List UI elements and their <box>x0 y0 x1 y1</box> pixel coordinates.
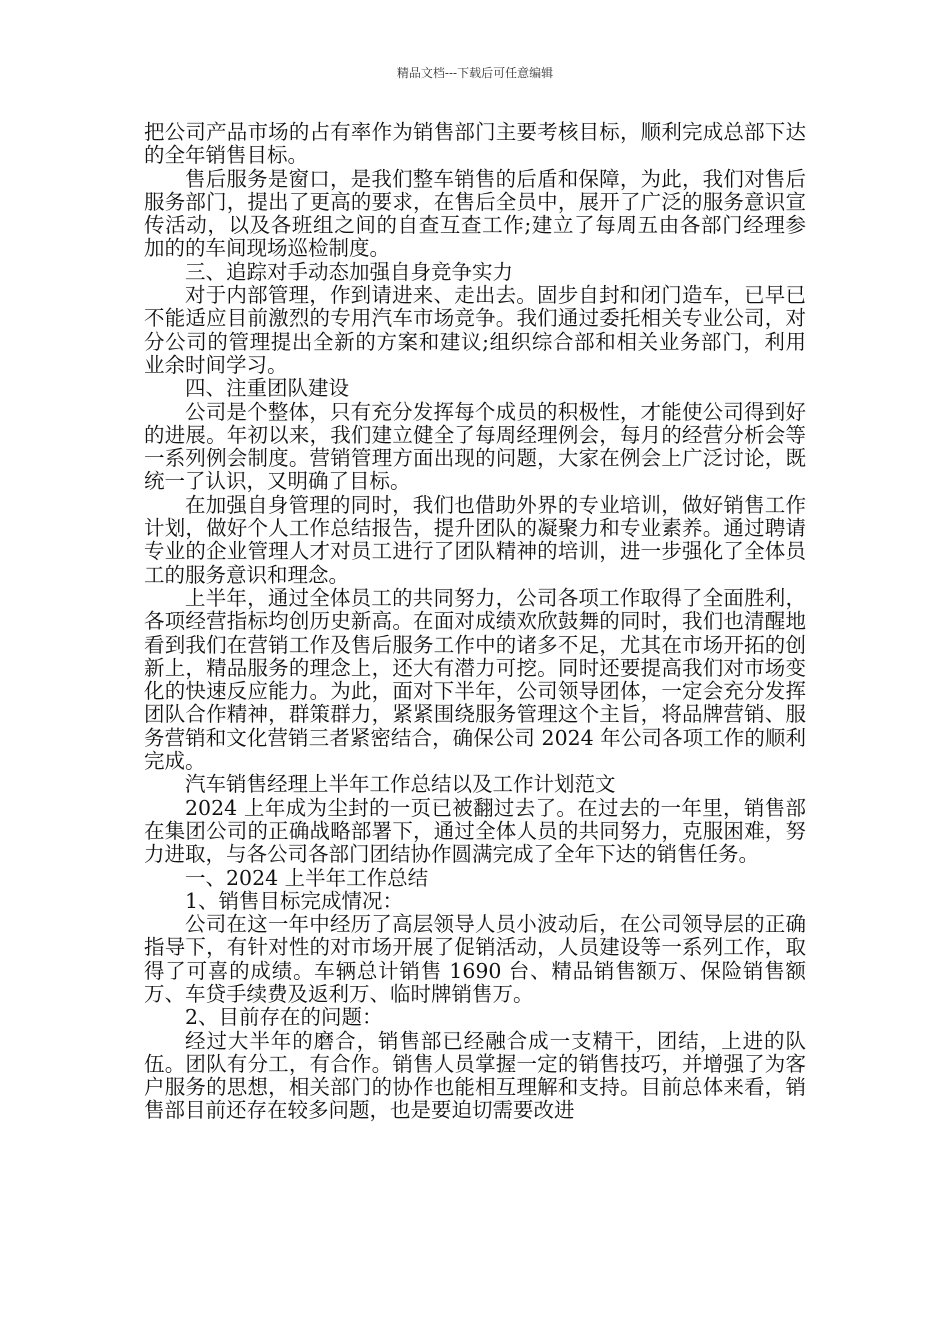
document-body <box>144 121 806 1123</box>
paragraph: 2024 上年成为尘封的一页已被翻过去了。在过去的一年里，销售部在集团公司的正确战略部署下，通过全体人员的共同努力，克服困难，努力进取，与各公司各部门团结协作圆满完成了全年下达的销售任务。 <box>144 795 806 867</box>
paragraph: 对于内部管理，作到请进来、走出去。固步自封和闭门造车，已早已不能适应目前激烈的专用汽车市场竞争。我们通过委托相关专业公司，对分公司的管理提出全新的方案和建议;组织综合部和相关业务部门，利用业余时间学习。 <box>144 283 806 377</box>
paragraph: 在加强自身管理的同时，我们也借助外界的专业培训，做好销售工作计划，做好个人工作总结报告，提升团队的凝聚力和专业素养。通过聘请专业的企业管理人才对员工进行了团队精神的培训，进一步强化了全体员工的服务意识和理念。 <box>144 492 806 587</box>
section-heading: 三、追踪对手动态加强自身竞争实力 <box>185 259 513 284</box>
paragraph: 经过大半年的磨合，销售部已经融合成一支精干，团结，上进的队伍。团队有分工，有合作。销售人员掌握一定的销售技巧，并增强了为客户服务的思想，相关部门的协作也能相互理解和支持。目前总体来看，销售部目前还存在较多问题，也是要迫切需要改进 <box>144 1028 806 1123</box>
paragraph: 上半年，通过全体员工的共同努力，公司各项工作取得了全面胜利，各项经营指标均创历史新高。在面对成绩欢欣鼓舞的同时，我们也清醒地看到我们在营销工作及售后服务工作中的诸多不足，尤其在市场开拓的创新上，精品服务的理念上，还大有潜力可挖。同时还要提高我们对市场变化的快速反应能力。为此，面对下半年，公司领导团体，一定会充分发挥团队合作精神，群策群力，紧紧围绕服务管理这个主旨，将品牌营销、服务营销和文化营销三者紧密结合，确保公司 2024 年公司各项工作的顺利完成。 <box>144 585 806 774</box>
document-title: 汽车销售经理上半年工作总结以及工作计划范文 <box>185 772 616 797</box>
paragraph: 公司在这一年中经历了高层领导人员小波动后，在公司领导层的正确指导下，有针对性的对市场开展了促销活动，人员建设等一系列工作，取得了可喜的成绩。车辆总计销售 1690 台、精品销售额万、保险销售额万、车贷手续费及返利万、临时牌销售万。 <box>144 912 806 1006</box>
paragraph: 公司是个整体，只有充分发挥每个成员的积极性，才能使公司得到好的进展。年初以来，我们建立健全了每周经理例会，每月的经营分析会等一系列例会制度。营销管理方面出现的问题，大家在例会上广泛讨论，既统一了认识，又明确了目标。 <box>144 399 806 494</box>
section-heading: 四、注重团队建设 <box>185 376 349 401</box>
paragraph: 售后服务是窗口，是我们整车销售的后盾和保障，为此，我们对售后服务部门，提出了更高的要求，在售后全员中，展开了广泛的服务意识宣传活动，以及各班组之间的自查互查工作;建立了每周五由各部门经理参加的的车间现场巡检制度。 <box>144 166 806 261</box>
subsection-heading: 2、目前存在的问题： <box>185 1005 383 1030</box>
subsection-heading: 1、销售目标完成情况： <box>185 888 404 913</box>
section-heading: 一、2024 上半年工作总结 <box>185 865 429 890</box>
paragraph: 把公司产品市场的占有率作为销售部门主要考核目标，顺利完成总部下达的全年销售目标。 <box>144 120 806 168</box>
page-header: 精品文档---下载后可任意编辑 <box>396 66 554 80</box>
